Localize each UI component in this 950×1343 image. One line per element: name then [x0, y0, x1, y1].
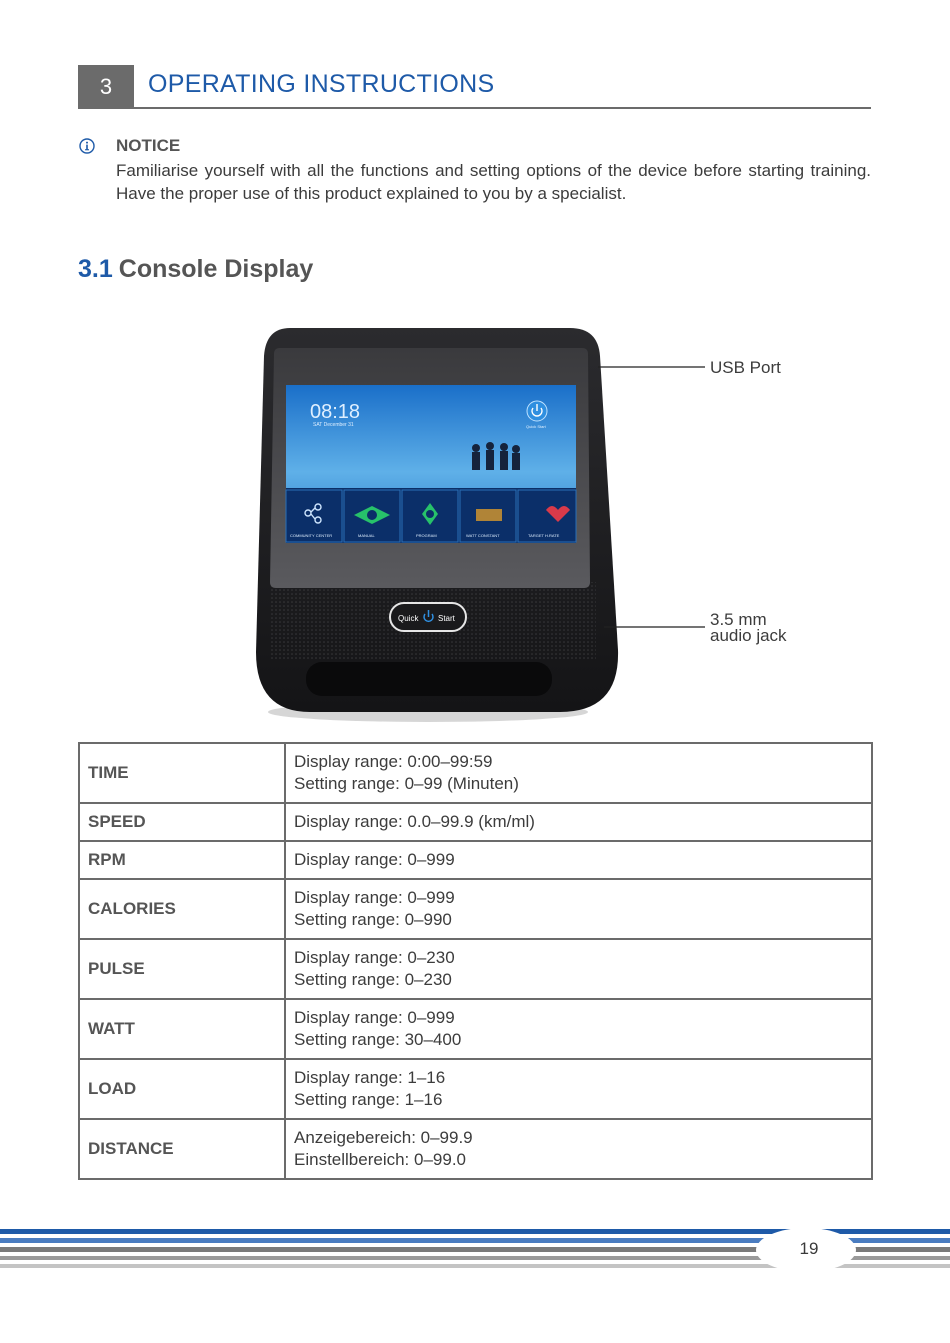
tile-label: WATT CONSTANT: [466, 533, 500, 538]
row-value: [285, 803, 872, 841]
value-line: Setting range: 1–16: [294, 1090, 443, 1109]
value-line: Einstellbereich: 0–99.0: [294, 1150, 467, 1169]
row-value: [285, 879, 872, 939]
row-value: [285, 1059, 872, 1119]
chapter-number: 3: [78, 65, 134, 109]
table-row: [79, 1059, 872, 1119]
value-line: Setting range: 30–400: [294, 1030, 462, 1049]
table-row: [79, 879, 872, 939]
value-line: Display range: 0–999: [294, 849, 455, 869]
row-value: [285, 999, 872, 1059]
console-button-quick: Quick: [398, 614, 419, 623]
console-time: 08:18: [310, 401, 361, 423]
value-line: Display range: 0–230: [294, 947, 455, 967]
table-row: [79, 939, 872, 999]
usb-port-callout: USB Port: [710, 358, 781, 377]
section-title: Console Display: [118, 255, 314, 283]
table-row: [79, 841, 872, 879]
audio-jack-callout: [710, 612, 787, 644]
tile-label: TARGET H.RATE: [528, 533, 560, 538]
value-line: Setting range: 0–99 (Minuten): [294, 774, 519, 793]
row-value: [285, 939, 872, 999]
chapter-title: OPERATING INSTRUCTIONS: [148, 70, 495, 98]
tile-label: MANUAL: [358, 533, 375, 538]
section-heading: [78, 255, 313, 284]
value-line: Setting range: 0–990: [294, 910, 452, 929]
notice-text: Familiarise yourself with all the functions and setting options of the device before starting training. Have the proper use of this product explained to you by a specialist.: [116, 161, 871, 203]
console-quickstart-small: Quick Start: [526, 424, 546, 429]
row-label: LOAD: [79, 1059, 285, 1119]
row-value: [285, 743, 872, 803]
value-line: Display range: 1–16: [294, 1067, 446, 1087]
value-line: Display range: 0.0–99.9 (km/ml): [294, 811, 535, 831]
row-value: [285, 1119, 872, 1179]
row-label: PULSE: [79, 939, 285, 999]
audio-jack-callout-line2: audio jack: [710, 626, 787, 645]
chapter-rule: [134, 107, 871, 109]
section-number: 3.1: [78, 255, 113, 283]
row-label: TIME: [79, 743, 285, 803]
value-line: Display range: 0:00–99:59: [294, 751, 493, 771]
value-line: Anzeigebereich: 0–99.9: [294, 1127, 473, 1147]
row-label: CALORIES: [79, 879, 285, 939]
notice-title: NOTICE: [116, 136, 181, 155]
value-line: Display range: 0–999: [294, 1007, 455, 1027]
page-number: 19: [799, 1239, 819, 1258]
tile-label: PROGRAM: [416, 533, 437, 538]
table-row: [79, 803, 872, 841]
row-label: RPM: [79, 841, 285, 879]
audio-jack-callout-line1: 3.5 mm: [710, 610, 767, 629]
value-line: Setting range: 0–230: [294, 970, 452, 989]
info-icon: [79, 138, 95, 154]
spec-table: [78, 742, 873, 1180]
value-line: Display range: 0–999: [294, 887, 455, 907]
console-date: SAT December 31: [313, 422, 354, 428]
table-row: [79, 999, 872, 1059]
console-image: [250, 320, 710, 730]
tile-label: COMMUNITY CENTER: [290, 533, 333, 538]
row-label: DISTANCE: [79, 1119, 285, 1179]
table-row: [79, 743, 872, 803]
console-button-start: Start: [438, 614, 455, 623]
row-label: WATT: [79, 999, 285, 1059]
row-value: [285, 841, 872, 879]
row-label: SPEED: [79, 803, 285, 841]
table-row: [79, 1119, 872, 1179]
